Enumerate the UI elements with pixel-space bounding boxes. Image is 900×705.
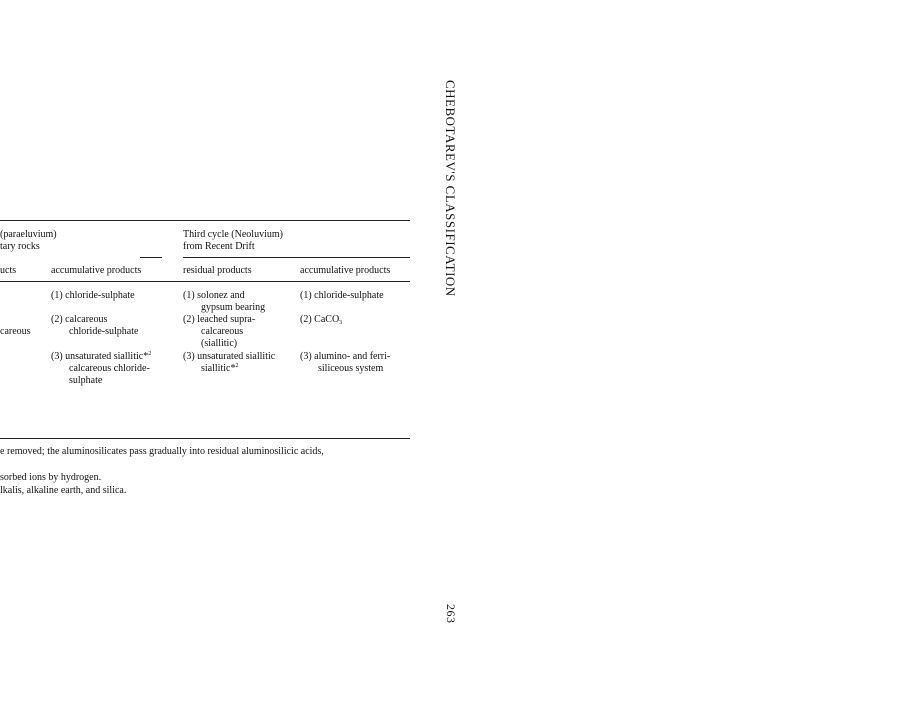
table-top-rule: [0, 220, 410, 221]
table-cell: siallitic*$^2$: [201, 363, 239, 374]
column-header: accumulative products: [300, 265, 391, 276]
table-cell: (1) chloride-sulphate: [51, 290, 135, 301]
group3-header-line1: Third cycle (Neoluvium): [183, 229, 283, 240]
table-cell: (1) chloride-sulphate: [300, 290, 384, 301]
page-number: 263: [444, 604, 458, 624]
group3-spanner-rule: [183, 257, 410, 258]
table-cell: (siallitic): [201, 338, 238, 349]
table-cell: (2) calcareous: [51, 314, 108, 325]
table-cell: (2) CaCO$_3$: [300, 314, 343, 326]
table-cell: calcareous: [201, 326, 244, 337]
footnote: lkalis, alkaline earth, and silica.: [0, 485, 127, 496]
column-header: accumulative products: [51, 265, 142, 276]
table-cell: chloride-sulphate: [69, 326, 139, 337]
table-cell: (3) alumino- and ferri-: [300, 351, 391, 362]
column-header-rule: [0, 281, 410, 282]
column-header: residual products: [183, 265, 252, 276]
table-cell: gypsum bearing: [201, 302, 266, 313]
running-head: CHEBOTAREV'S CLASSIFICATION: [443, 80, 458, 297]
table-cell: (3) unsaturated siallitic: [183, 351, 276, 362]
column-header: ucts: [0, 265, 17, 276]
table-bottom-rule: [0, 438, 410, 439]
table-cell: (1) solonez and: [183, 290, 245, 301]
table-cell: (3) unsaturated siallitic*$^2$: [51, 351, 152, 362]
table-cell: (2) leached supra-: [183, 314, 256, 325]
table-cell: siliceous system: [318, 363, 384, 374]
group2-spanner-rule: [140, 257, 162, 258]
table-cell: sulphate: [69, 375, 103, 386]
table-cell: calcareous chloride-: [69, 363, 150, 374]
footnote: e removed; the aluminosilicates pass gradually into residual aluminosilicic acids,: [0, 446, 324, 457]
group2-header-line2: tary rocks: [0, 241, 40, 252]
group3-header-line2: from Recent Drift: [183, 241, 255, 252]
table-cell: careous: [0, 326, 31, 337]
footnote: sorbed ions by hydrogen.: [0, 472, 102, 483]
group2-header-line1: (paraeluvium): [0, 229, 57, 240]
